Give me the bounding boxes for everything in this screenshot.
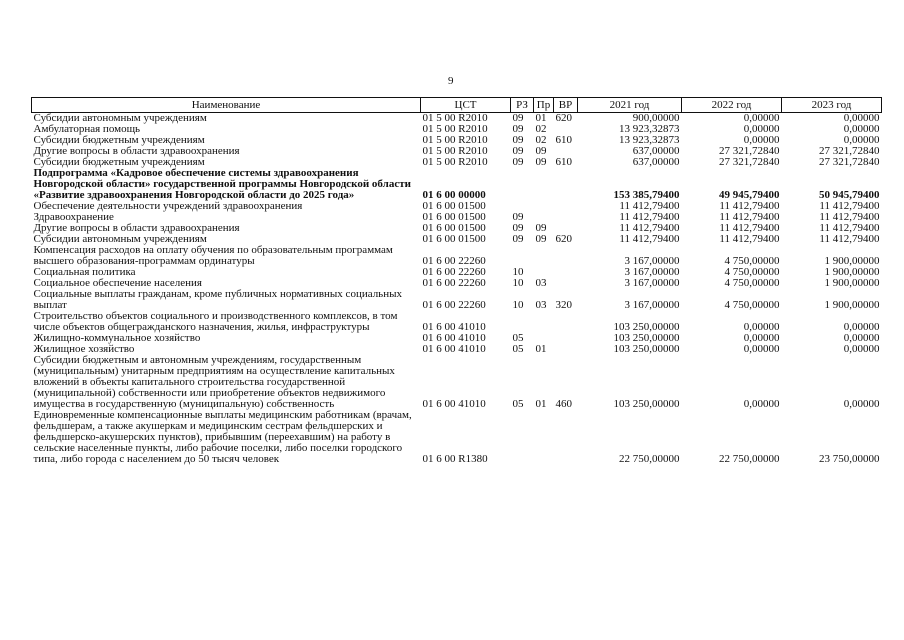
- cell-2023: 27 321,72840: [819, 145, 880, 157]
- cell-name: Субсидии автономным учреждениям: [33, 112, 207, 124]
- cell-rz: 10: [512, 266, 524, 278]
- cell-2021: 22 750,00000: [619, 453, 680, 465]
- cell-2021: 13 923,32873: [619, 123, 680, 135]
- cell-2022: 4 750,00000: [724, 277, 780, 289]
- cell-2023: 1 900,00000: [824, 255, 880, 267]
- cell-vr: [554, 410, 578, 465]
- cell-rz: 05: [512, 343, 524, 355]
- cell-2022: 49 945,79400: [719, 189, 780, 201]
- cell-name: Другие вопросы в области здравоохранения: [33, 145, 240, 157]
- cell-rz: [511, 245, 534, 267]
- cell-cst: 01 6 00 00000: [422, 189, 486, 201]
- cell-rz: 05: [512, 398, 524, 410]
- cell-2022: 0,00000: [743, 321, 780, 333]
- budget-table: [31, 97, 882, 465]
- cell-2022: 27 321,72840: [719, 156, 780, 168]
- cell-2021: 3 167,00000: [624, 277, 680, 289]
- cell-2022: 4 750,00000: [724, 255, 780, 267]
- cell-cst: 01 6 00 22260: [422, 299, 486, 311]
- cell-name: Субсидии автономным учреждениям: [33, 233, 207, 245]
- cell-cst: 01 6 00 01500: [422, 222, 486, 234]
- cell-2023: 50 945,79400: [819, 189, 880, 201]
- cell-rz: 09: [512, 134, 524, 146]
- cell-2022: 0,00000: [743, 398, 780, 410]
- cell-2022: 27 321,72840: [719, 145, 780, 157]
- cell-2022: 11 412,79400: [719, 233, 780, 245]
- cell-name: Жилищно-коммунальное хозяйство: [33, 332, 201, 344]
- cell-2021: 11 412,79400: [619, 200, 680, 212]
- cell-2023: 27 321,72840: [819, 156, 880, 168]
- cell-pr: 02: [535, 123, 547, 135]
- cell-rz: 09: [512, 145, 524, 157]
- table-row: [32, 168, 882, 201]
- cell-cst: 01 6 00 R1380: [422, 453, 488, 465]
- cell-cst: 01 6 00 41010: [422, 332, 486, 344]
- cell-pr: [534, 245, 554, 267]
- cell-rz: 09: [512, 112, 524, 124]
- cell-cst: 01 6 00 41010: [422, 398, 486, 410]
- cell-2021: 3 167,00000: [624, 266, 680, 278]
- cell-2021: 103 250,00000: [613, 321, 680, 333]
- cell-pr: [534, 311, 554, 333]
- cell-vr: 460: [555, 398, 572, 410]
- cell-pr: 09: [535, 145, 547, 157]
- cell-2023: 1 900,00000: [824, 266, 880, 278]
- cell-cst: 01 6 00 41010: [422, 321, 486, 333]
- cell-name: Здравоохранение: [33, 211, 114, 223]
- cell-2022: 0,00000: [743, 332, 780, 344]
- cell-pr: 09: [535, 222, 547, 234]
- cell-2023: 0,00000: [843, 321, 880, 333]
- cell-cst: 01 5 00 R2010: [422, 134, 488, 146]
- cell-pr: [534, 410, 554, 465]
- cell-pr: [534, 168, 554, 201]
- cell-vr: [554, 333, 578, 344]
- cell-2022: 0,00000: [743, 112, 780, 124]
- column-header-rz: РЗ: [511, 98, 534, 113]
- cell-rz: 05: [512, 332, 524, 344]
- cell-rz: 10: [512, 277, 524, 289]
- cell-2022: 11 412,79400: [719, 211, 780, 223]
- cell-2022: 4 750,00000: [724, 266, 780, 278]
- column-header-2022: 2022 год: [682, 98, 782, 113]
- cell-2023: 0,00000: [843, 343, 880, 355]
- cell-pr: 01: [535, 112, 547, 124]
- column-header-pr: Пр: [534, 98, 554, 113]
- cell-cst: 01 5 00 R2010: [422, 156, 488, 168]
- cell-2023: 23 750,00000: [819, 453, 880, 465]
- table-row: [32, 311, 882, 333]
- cell-2023: 0,00000: [843, 332, 880, 344]
- cell-2021: 11 412,79400: [619, 222, 680, 234]
- cell-2022: 22 750,00000: [719, 453, 780, 465]
- cell-vr: 620: [555, 233, 572, 245]
- cell-2023: 0,00000: [843, 398, 880, 410]
- cell-vr: 610: [555, 134, 572, 146]
- column-header-2023: 2023 год: [782, 98, 882, 113]
- cell-rz: 09: [512, 222, 524, 234]
- cell-2021: 103 250,00000: [613, 332, 680, 344]
- cell-2023: 0,00000: [843, 123, 880, 135]
- cell-name: Строительство объектов социального и производственного комплексов, в том числе объектов общегражданского назначения, жилья, инфраструктуры: [33, 310, 398, 333]
- cell-2023: 0,00000: [843, 134, 880, 146]
- cell-vr: [554, 212, 578, 223]
- cell-2021: 11 412,79400: [619, 211, 680, 223]
- table-body: [32, 113, 882, 466]
- cell-2021: 3 167,00000: [624, 299, 680, 311]
- cell-name: Подпрограмма «Кадровое обеспечение системы здравоохранения Новгородской области» государственной программы Новгородской области «Развитие здравоохранения Новгородской области до 2025 года»: [33, 167, 411, 201]
- cell-vr: [554, 168, 578, 201]
- cell-vr: 620: [555, 112, 572, 124]
- cell-rz: 09: [512, 211, 524, 223]
- cell-2023: 1 900,00000: [824, 277, 880, 289]
- cell-2023: 0,00000: [843, 112, 880, 124]
- cell-vr: 320: [555, 299, 572, 311]
- cell-cst: 01 6 00 22260: [422, 255, 486, 267]
- cell-vr: [554, 267, 578, 278]
- cell-name: Социальная политика: [33, 266, 136, 278]
- cell-name: Единовременные компенсационные выплаты медицинским работникам (врачам, фельдшерам, а также акушеркам и медицинским сестрам фельдшерских и фельдшерско-акушерских пунктов), прибывшим (переехавшим) на работу в сельские населенные пункты, либо рабочие поселки, либо поселки городского типа, либо города с населением до 50 тысяч человек: [33, 409, 412, 465]
- cell-pr: 01: [535, 398, 547, 410]
- cell-pr: 09: [535, 156, 547, 168]
- cell-name: Социальные выплаты гражданам, кроме публичных нормативных социальных выплат: [33, 288, 402, 311]
- cell-2021: 153 385,79400: [613, 189, 680, 201]
- cell-pr: [534, 201, 554, 212]
- cell-2021: 900,00000: [632, 112, 680, 124]
- cell-cst: 01 6 00 41010: [422, 343, 486, 355]
- cell-2021: 103 250,00000: [613, 398, 680, 410]
- cell-name: Субсидии бюджетным учреждениям: [33, 156, 205, 168]
- cell-2021: 13 923,32873: [619, 134, 680, 146]
- cell-pr: 02: [535, 134, 547, 146]
- cell-name: Другие вопросы в области здравоохранения: [33, 222, 240, 234]
- cell-2022: 0,00000: [743, 134, 780, 146]
- cell-rz: [511, 410, 534, 465]
- cell-2022: 4 750,00000: [724, 299, 780, 311]
- cell-vr: 610: [555, 156, 572, 168]
- page-number: 9: [448, 75, 454, 87]
- cell-2021: 637,00000: [632, 156, 680, 168]
- cell-2021: 637,00000: [632, 145, 680, 157]
- cell-2021: 11 412,79400: [619, 233, 680, 245]
- cell-cst: 01 5 00 R2010: [422, 123, 488, 135]
- cell-vr: [554, 201, 578, 212]
- cell-cst: 01 6 00 22260: [422, 277, 486, 289]
- column-header-cst: ЦСТ: [421, 98, 511, 113]
- cell-rz: [511, 168, 534, 201]
- cell-2022: 11 412,79400: [719, 200, 780, 212]
- cell-rz: 09: [512, 123, 524, 135]
- table-row: [32, 245, 882, 267]
- cell-cst: 01 6 00 01500: [422, 233, 486, 245]
- cell-name: Субсидии бюджетным учреждениям: [33, 134, 205, 146]
- cell-vr: [554, 245, 578, 267]
- cell-2021: 3 167,00000: [624, 255, 680, 267]
- cell-2021: 103 250,00000: [613, 343, 680, 355]
- column-header-2021: 2021 год: [578, 98, 682, 113]
- column-header-vr: ВР: [554, 98, 578, 113]
- cell-pr: 03: [535, 299, 547, 311]
- cell-2023: 11 412,79400: [819, 233, 880, 245]
- cell-rz: 09: [512, 233, 524, 245]
- cell-rz: [511, 311, 534, 333]
- cell-pr: 09: [535, 233, 547, 245]
- cell-cst: 01 6 00 22260: [422, 266, 486, 278]
- table-row: [32, 355, 882, 410]
- table-header-row: [32, 98, 882, 113]
- cell-cst: 01 6 00 01500: [422, 200, 486, 212]
- cell-rz: 10: [512, 299, 524, 311]
- cell-name: Амбулаторная помощь: [33, 123, 141, 135]
- cell-vr: [554, 278, 578, 289]
- cell-rz: 09: [512, 156, 524, 168]
- cell-2022: 0,00000: [743, 343, 780, 355]
- cell-2022: 0,00000: [743, 123, 780, 135]
- cell-2023: 11 412,79400: [819, 222, 880, 234]
- cell-2023: 1 900,00000: [824, 299, 880, 311]
- cell-2023: 11 412,79400: [819, 200, 880, 212]
- cell-cst: 01 6 00 01500: [422, 211, 486, 223]
- cell-pr: 01: [535, 343, 547, 355]
- cell-name: Жилищное хозяйство: [33, 343, 135, 355]
- cell-2022: 11 412,79400: [719, 222, 780, 234]
- column-header-name: Наименование: [32, 98, 421, 113]
- table-row: [32, 410, 882, 465]
- cell-name: Социальное обеспечение населения: [33, 277, 202, 289]
- cell-name: Субсидии бюджетным и автономным учреждениям, государственным (муниципальным) унитарным предприятиям на осуществление капитальных вложений в объекты капитального строительства государственной (муниципальной) собственности или приобретение объектов недвижимого имущества в государственную (муниципальную) собственность: [33, 354, 395, 410]
- table-row: [32, 289, 882, 311]
- cell-2023: 11 412,79400: [819, 211, 880, 223]
- cell-vr: [554, 344, 578, 355]
- cell-name: Обеспечение деятельности учреждений здравоохранения: [33, 200, 303, 212]
- cell-name: Компенсация расходов на оплату обучения по образовательным программам высшего образования-программам ординатуры: [33, 244, 393, 267]
- cell-pr: 03: [535, 277, 547, 289]
- cell-cst: 01 5 00 R2010: [422, 112, 488, 124]
- cell-vr: [554, 311, 578, 333]
- cell-cst: 01 5 00 R2010: [422, 145, 488, 157]
